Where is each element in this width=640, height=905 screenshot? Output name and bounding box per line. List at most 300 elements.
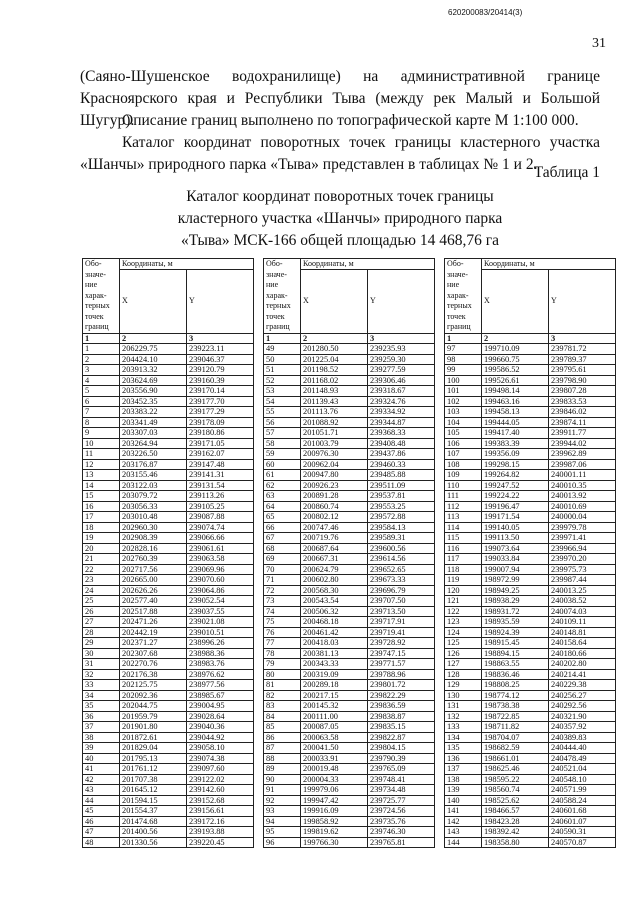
point-number: 13 xyxy=(83,470,120,481)
point-number: 54 xyxy=(264,396,301,407)
column-number: 1 xyxy=(445,333,482,344)
table-row xyxy=(264,774,435,785)
coordinate-y: 239277.59 xyxy=(368,365,435,376)
column-number: 1 xyxy=(83,333,120,344)
point-number: 65 xyxy=(264,512,301,523)
table-row xyxy=(445,365,616,376)
coordinate-y: 239105.25 xyxy=(187,501,254,512)
coordinate-y: 239696.79 xyxy=(368,585,435,596)
coordinate-y: 238977.56 xyxy=(187,680,254,691)
coordinate-x: 200343.33 xyxy=(301,659,368,670)
point-number: 68 xyxy=(264,543,301,554)
table-row xyxy=(83,428,254,439)
table-row xyxy=(83,375,254,386)
coordinate-y: 239142.60 xyxy=(187,785,254,796)
table-title-line: «Тыва» МСК-166 общей площадью 14 468,76 га xyxy=(181,232,499,249)
coordinate-x: 198894.15 xyxy=(482,648,549,659)
coordinate-y: 240256.27 xyxy=(549,690,616,701)
point-number: 139 xyxy=(445,785,482,796)
point-number: 44 xyxy=(83,795,120,806)
point-number: 138 xyxy=(445,774,482,785)
coordinate-y: 239765.09 xyxy=(368,764,435,775)
paragraph: Каталог координат поворотных точек границы кластерного участка «Шанчы» природного парка «Тыва» представлен в таблицах № 1 и 2. xyxy=(80,134,600,173)
coordinate-y: 240013.25 xyxy=(549,585,616,596)
table-row xyxy=(445,743,616,754)
coordinate-y: 239781.72 xyxy=(549,344,616,355)
coordinate-x: 202442.19 xyxy=(120,627,187,638)
header-coordinates: Координаты, м xyxy=(301,259,435,270)
table-row xyxy=(83,449,254,460)
coordinate-y: 239040.36 xyxy=(187,722,254,733)
coordinate-x: 199171.54 xyxy=(482,512,549,523)
coordinate-y: 239177.29 xyxy=(187,407,254,418)
coordinate-x: 200891.28 xyxy=(301,491,368,502)
coordinate-y: 239970.20 xyxy=(549,554,616,565)
coordinate-y: 239874.11 xyxy=(549,417,616,428)
table-row xyxy=(445,753,616,764)
coordinate-y: 240229.38 xyxy=(549,680,616,691)
coordinate-y: 239804.15 xyxy=(368,743,435,754)
coordinate-x: 202517.88 xyxy=(120,606,187,617)
header-x: X xyxy=(301,269,368,333)
coordinate-x: 200319.09 xyxy=(301,669,368,680)
coordinate-x: 201088.92 xyxy=(301,417,368,428)
table-row xyxy=(445,701,616,712)
coordinate-x: 202270.76 xyxy=(120,659,187,670)
table-row xyxy=(445,722,616,733)
coordinate-x: 198661.01 xyxy=(482,753,549,764)
point-number: 12 xyxy=(83,459,120,470)
coordinate-y: 240521.04 xyxy=(549,764,616,775)
coordinate-y: 240389.83 xyxy=(549,732,616,743)
coordinate-x: 199113.50 xyxy=(482,533,549,544)
coordinate-y: 238976.62 xyxy=(187,669,254,680)
point-number: 144 xyxy=(445,837,482,848)
table-row xyxy=(445,564,616,575)
coordinate-y: 239835.15 xyxy=(368,722,435,733)
coordinate-y: 239724.56 xyxy=(368,806,435,817)
coordinate-x: 200687.64 xyxy=(301,543,368,554)
table-row xyxy=(264,449,435,460)
coordinate-y: 239113.26 xyxy=(187,491,254,502)
table-row xyxy=(264,417,435,428)
table-row xyxy=(83,533,254,544)
point-number: 78 xyxy=(264,648,301,659)
table-row xyxy=(264,501,435,512)
page-number: 31 xyxy=(592,36,606,51)
coordinate-y: 240571.99 xyxy=(549,785,616,796)
coordinate-y: 239344.87 xyxy=(368,417,435,428)
point-number: 89 xyxy=(264,764,301,775)
point-number: 19 xyxy=(83,533,120,544)
point-number: 114 xyxy=(445,522,482,533)
coordinate-y: 239944.02 xyxy=(549,438,616,449)
point-number: 50 xyxy=(264,354,301,365)
coordinate-x: 199140.05 xyxy=(482,522,549,533)
coordinate-x: 203913.32 xyxy=(120,365,187,376)
point-number: 26 xyxy=(83,606,120,617)
point-number: 59 xyxy=(264,449,301,460)
coordinate-x: 202828.16 xyxy=(120,543,187,554)
point-number: 24 xyxy=(83,585,120,596)
coordinate-x: 198808.25 xyxy=(482,680,549,691)
coordinate-x: 201198.52 xyxy=(301,365,368,376)
table-row xyxy=(264,428,435,439)
table-row xyxy=(264,522,435,533)
coordinate-y: 239717.91 xyxy=(368,617,435,628)
coordinate-y: 239178.09 xyxy=(187,417,254,428)
coordinate-y: 240478.49 xyxy=(549,753,616,764)
coordinate-x: 200033.91 xyxy=(301,753,368,764)
coordinate-x: 204424.10 xyxy=(120,354,187,365)
coordinate-y: 240109.11 xyxy=(549,617,616,628)
point-number: 116 xyxy=(445,543,482,554)
coordinate-y: 239064.86 xyxy=(187,585,254,596)
header-x: X xyxy=(482,269,549,333)
coordinate-x: 203010.48 xyxy=(120,512,187,523)
coordinate-y: 239652.65 xyxy=(368,564,435,575)
coordinate-x: 201113.76 xyxy=(301,407,368,418)
coordinate-x: 201707.38 xyxy=(120,774,187,785)
table-row xyxy=(83,669,254,680)
coordinate-x: 201474.68 xyxy=(120,816,187,827)
coordinate-x: 202717.56 xyxy=(120,564,187,575)
coordinate-x: 200747.46 xyxy=(301,522,368,533)
table-row xyxy=(445,417,616,428)
point-number: 136 xyxy=(445,753,482,764)
coordinate-y: 240601.68 xyxy=(549,806,616,817)
coordinate-x: 201594.15 xyxy=(120,795,187,806)
point-number: 38 xyxy=(83,732,120,743)
coordinate-y: 239962.89 xyxy=(549,449,616,460)
coordinate-y: 240038.52 xyxy=(549,596,616,607)
table-row xyxy=(445,659,616,670)
coordinate-x: 200976.30 xyxy=(301,449,368,460)
coordinate-x: 199383.39 xyxy=(482,438,549,449)
point-number: 113 xyxy=(445,512,482,523)
coordinate-y: 239748.41 xyxy=(368,774,435,785)
coordinate-x: 199858.92 xyxy=(301,816,368,827)
coordinate-y: 239170.14 xyxy=(187,386,254,397)
point-number: 96 xyxy=(264,837,301,848)
coordinate-x: 198836.46 xyxy=(482,669,549,680)
point-number: 98 xyxy=(445,354,482,365)
coordinate-y: 239975.73 xyxy=(549,564,616,575)
table-row xyxy=(445,806,616,817)
table-row xyxy=(264,806,435,817)
point-number: 95 xyxy=(264,827,301,838)
coordinate-y: 239368.33 xyxy=(368,428,435,439)
coordinate-x: 199417.40 xyxy=(482,428,549,439)
point-number: 126 xyxy=(445,648,482,659)
table-row xyxy=(83,543,254,554)
coordinate-y: 239306.46 xyxy=(368,375,435,386)
point-number: 106 xyxy=(445,438,482,449)
table-row xyxy=(83,711,254,722)
point-number: 1 xyxy=(83,344,120,355)
coordinate-x: 203176.87 xyxy=(120,459,187,470)
point-number: 57 xyxy=(264,428,301,439)
coordinate-x: 199458.13 xyxy=(482,407,549,418)
coordinate-x: 203122.03 xyxy=(120,480,187,491)
coordinate-y: 239589.31 xyxy=(368,533,435,544)
coordinate-x: 199979.06 xyxy=(301,785,368,796)
coordinate-x: 201148.93 xyxy=(301,386,368,397)
table-row xyxy=(83,575,254,586)
point-number: 67 xyxy=(264,533,301,544)
coordinate-x: 199498.14 xyxy=(482,386,549,397)
coordinate-y: 239259.30 xyxy=(368,354,435,365)
coordinate-y: 239735.76 xyxy=(368,816,435,827)
coordinate-x: 198924.39 xyxy=(482,627,549,638)
coordinate-y: 240292.56 xyxy=(549,701,616,712)
coordinate-x: 202307.68 xyxy=(120,648,187,659)
table-row xyxy=(264,785,435,796)
point-number: 103 xyxy=(445,407,482,418)
coordinate-y: 239046.37 xyxy=(187,354,254,365)
coordinate-x: 200217.15 xyxy=(301,690,368,701)
coordinate-x: 200063.58 xyxy=(301,732,368,743)
point-number: 45 xyxy=(83,806,120,817)
coordinate-x: 201225.04 xyxy=(301,354,368,365)
coordinate-y: 239172.16 xyxy=(187,816,254,827)
coordinate-y: 240001.11 xyxy=(549,470,616,481)
coordinate-x: 201872.61 xyxy=(120,732,187,743)
table-row xyxy=(83,480,254,491)
table-row xyxy=(83,837,254,848)
point-number: 28 xyxy=(83,627,120,638)
coordinate-y: 240601.07 xyxy=(549,816,616,827)
coordinate-y: 239790.39 xyxy=(368,753,435,764)
point-number: 129 xyxy=(445,680,482,691)
coordinate-y: 239966.94 xyxy=(549,543,616,554)
coordinate-x: 203624.69 xyxy=(120,375,187,386)
coordinates-table-part-1 xyxy=(82,258,254,848)
coordinate-y: 240010.69 xyxy=(549,501,616,512)
paragraph: (Саяно-Шушенское водохранилище) на административной границе Красноярского края и Республики Тыва (между рек Малый и Большой Шугур). xyxy=(80,68,600,129)
point-number: 37 xyxy=(83,722,120,733)
coordinate-x: 199033.84 xyxy=(482,554,549,565)
coordinate-y: 239162.07 xyxy=(187,449,254,460)
coordinate-x: 199947.42 xyxy=(301,795,368,806)
point-number: 3 xyxy=(83,365,120,376)
coordinate-x: 199247.52 xyxy=(482,480,549,491)
coordinate-y: 239822.29 xyxy=(368,690,435,701)
coordinate-y: 239223.11 xyxy=(187,344,254,355)
coordinate-y: 239324.76 xyxy=(368,396,435,407)
coordinate-y: 239120.79 xyxy=(187,365,254,376)
coordinate-y: 239180.86 xyxy=(187,428,254,439)
coordinate-x: 201761.12 xyxy=(120,764,187,775)
table-row xyxy=(264,543,435,554)
coordinate-x: 203556.90 xyxy=(120,386,187,397)
table-row xyxy=(83,764,254,775)
coordinate-x: 202665.00 xyxy=(120,575,187,586)
coordinate-y: 239147.48 xyxy=(187,459,254,470)
coordinate-x: 198704.07 xyxy=(482,732,549,743)
coordinate-x: 199007.94 xyxy=(482,564,549,575)
point-number: 137 xyxy=(445,764,482,775)
point-number: 111 xyxy=(445,491,482,502)
point-number: 102 xyxy=(445,396,482,407)
coordinate-y: 240010.35 xyxy=(549,480,616,491)
table-row xyxy=(264,344,435,355)
coordinate-y: 240548.10 xyxy=(549,774,616,785)
table-row xyxy=(83,354,254,365)
point-number: 41 xyxy=(83,764,120,775)
table-row xyxy=(83,459,254,470)
coordinate-y: 240013.92 xyxy=(549,491,616,502)
coordinate-x: 201168.02 xyxy=(301,375,368,386)
point-number: 51 xyxy=(264,365,301,376)
point-number: 100 xyxy=(445,375,482,386)
coordinate-y: 239063.58 xyxy=(187,554,254,565)
coordinate-x: 201051.71 xyxy=(301,428,368,439)
coordinate-x: 199526.61 xyxy=(482,375,549,386)
coordinate-x: 199916.09 xyxy=(301,806,368,817)
table-row xyxy=(83,659,254,670)
coordinate-y: 240357.92 xyxy=(549,722,616,733)
table-row xyxy=(83,795,254,806)
header-point-designation: Обо-значе-ние харак-терных точек границ xyxy=(264,259,301,334)
coordinate-x: 199766.30 xyxy=(301,837,368,848)
point-number: 120 xyxy=(445,585,482,596)
header-coordinates: Координаты, м xyxy=(482,259,616,270)
coordinate-x: 201795.13 xyxy=(120,753,187,764)
point-number: 46 xyxy=(83,816,120,827)
coordinate-y: 239728.92 xyxy=(368,638,435,649)
coordinate-x: 200019.48 xyxy=(301,764,368,775)
point-number: 62 xyxy=(264,480,301,491)
table-row xyxy=(445,837,616,848)
table-row xyxy=(83,417,254,428)
table-row xyxy=(264,354,435,365)
point-number: 2 xyxy=(83,354,120,365)
point-number: 123 xyxy=(445,617,482,628)
coordinate-x: 200468.18 xyxy=(301,617,368,628)
coordinate-y: 239798.90 xyxy=(549,375,616,386)
table-row xyxy=(264,753,435,764)
table-row xyxy=(264,617,435,628)
point-number: 58 xyxy=(264,438,301,449)
point-number: 43 xyxy=(83,785,120,796)
column-number: 3 xyxy=(549,333,616,344)
point-number: 104 xyxy=(445,417,482,428)
coordinate-y: 239836.59 xyxy=(368,701,435,712)
coordinate-y: 239097.60 xyxy=(187,764,254,775)
coordinate-x: 198931.72 xyxy=(482,606,549,617)
point-number: 109 xyxy=(445,470,482,481)
coordinate-x: 198935.59 xyxy=(482,617,549,628)
point-number: 39 xyxy=(83,743,120,754)
table-row xyxy=(445,680,616,691)
point-number: 7 xyxy=(83,407,120,418)
coordinate-y: 240590.31 xyxy=(549,827,616,838)
coordinate-y: 239037.55 xyxy=(187,606,254,617)
point-number: 6 xyxy=(83,396,120,407)
coordinate-x: 200418.03 xyxy=(301,638,368,649)
point-number: 60 xyxy=(264,459,301,470)
coordinate-y: 240570.87 xyxy=(549,837,616,848)
coordinate-x: 200802.12 xyxy=(301,512,368,523)
coordinate-x: 199196.47 xyxy=(482,501,549,512)
coordinate-y: 239087.88 xyxy=(187,512,254,523)
point-number: 135 xyxy=(445,743,482,754)
point-number: 119 xyxy=(445,575,482,586)
point-number: 70 xyxy=(264,564,301,575)
table-row xyxy=(445,816,616,827)
coordinate-y: 239141.31 xyxy=(187,470,254,481)
table-row xyxy=(83,690,254,701)
point-number: 36 xyxy=(83,711,120,722)
coordinate-y: 239318.67 xyxy=(368,386,435,397)
coordinate-x: 202044.75 xyxy=(120,701,187,712)
coordinate-y: 239801.72 xyxy=(368,680,435,691)
coordinate-x: 203341.49 xyxy=(120,417,187,428)
table-row xyxy=(445,344,616,355)
table-row xyxy=(83,407,254,418)
point-number: 107 xyxy=(445,449,482,460)
coordinate-x: 203155.46 xyxy=(120,470,187,481)
point-number: 27 xyxy=(83,617,120,628)
table-row xyxy=(445,732,616,743)
table-row xyxy=(445,407,616,418)
coordinates-table-part-2 xyxy=(263,258,435,848)
table-row xyxy=(445,533,616,544)
table-row xyxy=(83,596,254,607)
table-row xyxy=(445,554,616,565)
coordinate-x: 198972.99 xyxy=(482,575,549,586)
table-row xyxy=(83,827,254,838)
point-number: 52 xyxy=(264,375,301,386)
table-row xyxy=(83,522,254,533)
point-number: 83 xyxy=(264,701,301,712)
point-number: 61 xyxy=(264,470,301,481)
paragraph: Описание границ выполнено по топографической карте М 1:100 000. xyxy=(122,112,579,129)
coordinate-x: 198560.74 xyxy=(482,785,549,796)
coordinate-y: 239177.70 xyxy=(187,396,254,407)
table-row xyxy=(445,711,616,722)
coordinate-y: 239979.78 xyxy=(549,522,616,533)
coordinate-x: 201829.04 xyxy=(120,743,187,754)
coordinate-x: 202371.27 xyxy=(120,638,187,649)
table-row xyxy=(445,501,616,512)
coordinate-x: 201400.56 xyxy=(120,827,187,838)
coordinate-x: 199356.09 xyxy=(482,449,549,460)
coordinate-y: 239052.54 xyxy=(187,596,254,607)
point-number: 63 xyxy=(264,491,301,502)
coordinate-x: 200004.33 xyxy=(301,774,368,785)
coordinate-x: 198423.28 xyxy=(482,816,549,827)
point-number: 128 xyxy=(445,669,482,680)
coordinate-y: 239771.57 xyxy=(368,659,435,670)
coordinate-y: 239833.53 xyxy=(549,396,616,407)
point-number: 142 xyxy=(445,816,482,827)
point-number: 8 xyxy=(83,417,120,428)
table-row xyxy=(83,585,254,596)
coordinate-x: 203307.03 xyxy=(120,428,187,439)
coordinate-y: 239070.60 xyxy=(187,575,254,586)
table-label: Таблица 1 xyxy=(533,164,600,181)
point-number: 75 xyxy=(264,617,301,628)
table-row xyxy=(83,554,254,565)
header-x: X xyxy=(120,269,187,333)
table-row xyxy=(264,669,435,680)
table-row xyxy=(264,596,435,607)
table-row xyxy=(83,617,254,628)
coordinate-y: 239021.08 xyxy=(187,617,254,628)
table-row xyxy=(445,354,616,365)
